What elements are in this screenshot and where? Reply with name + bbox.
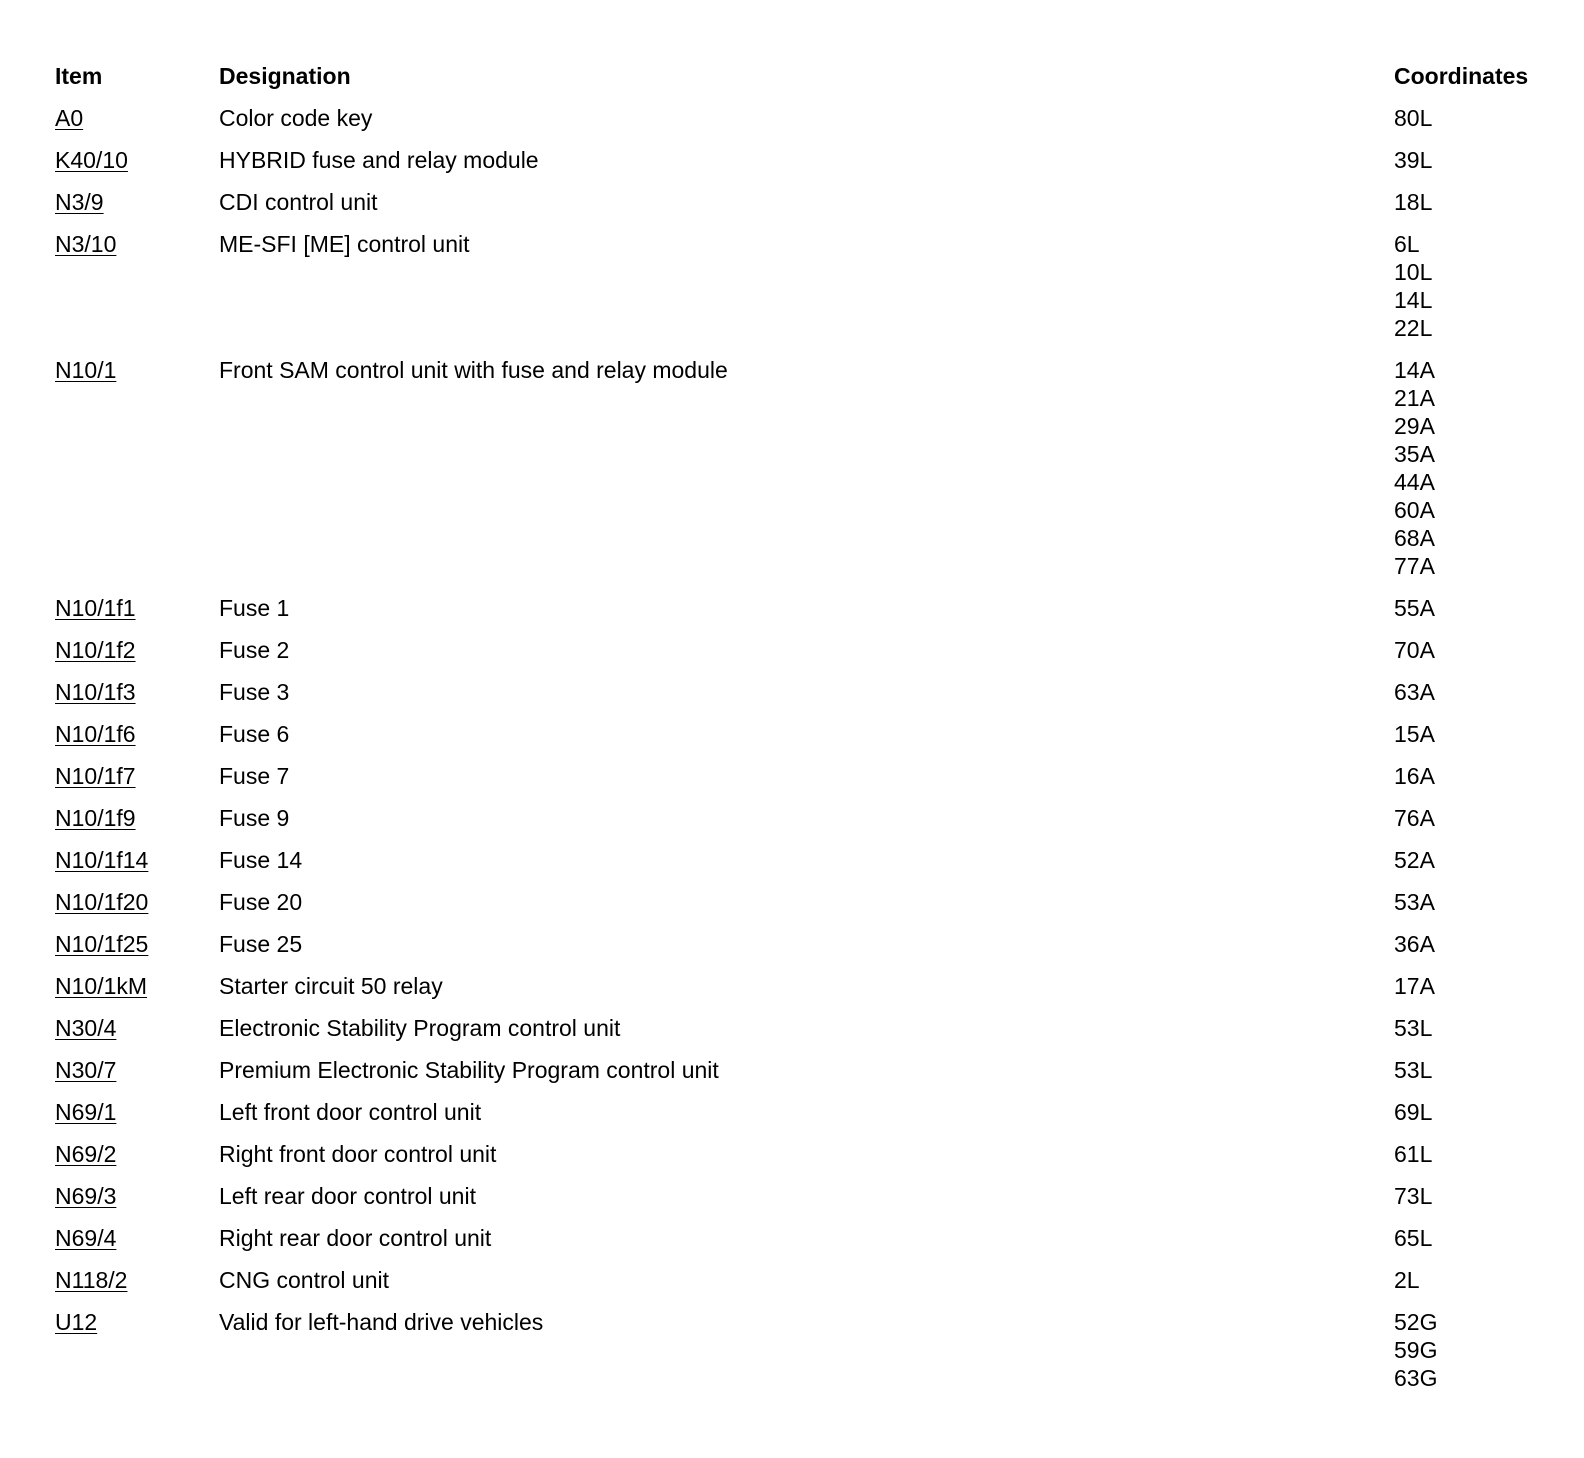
coordinates-cell: [1394, 846, 1555, 874]
coordinate-value: 36A: [1394, 931, 1435, 957]
coordinates-cell: [1394, 888, 1555, 916]
item-cell: [55, 636, 219, 664]
coordinate-value: 14L: [1394, 287, 1433, 313]
coordinate-value: 18L: [1394, 189, 1433, 215]
coordinate-value: 10L: [1394, 259, 1433, 285]
table-body: [55, 104, 1555, 1392]
table-row: [55, 146, 1555, 174]
table-row: [55, 804, 1555, 832]
item-cell: [55, 972, 219, 1000]
table-row: [55, 230, 1555, 342]
designation-cell: Left front door control unit: [219, 1099, 482, 1125]
item-link[interactable]: A0: [55, 105, 84, 131]
item-link[interactable]: N30/7: [55, 1057, 117, 1083]
coordinates-cell: [1394, 1140, 1555, 1168]
coordinate-value: 63A: [1394, 679, 1435, 705]
coordinates-cell: [1394, 720, 1555, 748]
item-cell: [55, 594, 219, 622]
table-row: [55, 1266, 1555, 1294]
item-link[interactable]: N3/10: [55, 231, 117, 257]
item-cell: [55, 356, 219, 384]
table-row: [55, 972, 1555, 1000]
coordinates-cell: [1394, 356, 1555, 580]
item-link[interactable]: N10/1f6: [55, 721, 136, 747]
coordinate-value: 69L: [1394, 1099, 1433, 1125]
component-legend-table: [55, 62, 1555, 1406]
item-cell: [55, 104, 219, 132]
designation-cell: Premium Electronic Stability Program control unit: [219, 1057, 719, 1083]
item-link[interactable]: K40/10: [55, 147, 128, 173]
item-cell: [55, 1308, 219, 1336]
coordinate-value: 22L: [1394, 315, 1433, 341]
coordinates-cell: [1394, 930, 1555, 958]
coordinate-value: 70A: [1394, 637, 1435, 663]
designation-cell: Electronic Stability Program control unit: [219, 1015, 621, 1041]
table-row: [55, 720, 1555, 748]
designation-cell: CDI control unit: [219, 189, 378, 215]
coordinate-value: 63G: [1394, 1365, 1438, 1391]
item-link[interactable]: N10/1f14: [55, 847, 149, 873]
coordinates-cell: [1394, 1056, 1555, 1084]
table-row: [55, 356, 1555, 580]
coordinate-value: 29A: [1394, 413, 1435, 439]
item-link[interactable]: N69/2: [55, 1141, 117, 1167]
table-row: [55, 678, 1555, 706]
coordinate-value: 52A: [1394, 847, 1435, 873]
coordinate-value: 16A: [1394, 763, 1435, 789]
item-link[interactable]: N10/1: [55, 357, 117, 383]
item-cell: [55, 1224, 219, 1252]
item-cell: [55, 1056, 219, 1084]
coordinates-cell: [1394, 104, 1555, 132]
item-link[interactable]: N10/1kM: [55, 973, 148, 999]
coordinate-value: 77A: [1394, 553, 1435, 579]
coordinates-cell: [1394, 762, 1555, 790]
coordinate-value: 65L: [1394, 1225, 1433, 1251]
designation-cell: Right rear door control unit: [219, 1225, 492, 1251]
item-link[interactable]: N69/3: [55, 1183, 117, 1209]
coordinate-value: 15A: [1394, 721, 1435, 747]
designation-cell: Fuse 25: [219, 931, 303, 957]
item-link[interactable]: N118/2: [55, 1267, 128, 1293]
table-row: [55, 762, 1555, 790]
coordinate-value: 17A: [1394, 973, 1435, 999]
designation-cell: Fuse 14: [219, 847, 303, 873]
table-row: [55, 1140, 1555, 1168]
item-link[interactable]: N69/1: [55, 1099, 117, 1125]
item-cell: [55, 1014, 219, 1042]
coordinates-cell: [1394, 1098, 1555, 1126]
item-cell: [55, 804, 219, 832]
table-row: [55, 1098, 1555, 1126]
item-cell: [55, 888, 219, 916]
designation-cell: Fuse 20: [219, 889, 303, 915]
coordinate-value: 68A: [1394, 525, 1435, 551]
coordinate-value: 39L: [1394, 147, 1433, 173]
table-row: [55, 594, 1555, 622]
designation-cell: Left rear door control unit: [219, 1183, 476, 1209]
coordinate-value: 14A: [1394, 357, 1435, 383]
coordinate-value: 73L: [1394, 1183, 1433, 1209]
coordinates-cell: [1394, 636, 1555, 664]
coordinates-cell: [1394, 594, 1555, 622]
table-row: [55, 1056, 1555, 1084]
table-header: [55, 62, 1555, 90]
item-cell: [55, 678, 219, 706]
coordinate-value: 60A: [1394, 497, 1435, 523]
item-link[interactable]: N10/1f1: [55, 595, 136, 621]
designation-cell: HYBRID fuse and relay module: [219, 147, 539, 173]
designation-cell: Fuse 2: [219, 637, 290, 663]
designation-cell: Color code key: [219, 105, 373, 131]
header-designation: Designation: [219, 63, 351, 89]
designation-cell: Valid for left-hand drive vehicles: [219, 1309, 544, 1335]
table-row: [55, 1182, 1555, 1210]
table-row: [55, 930, 1555, 958]
coordinates-cell: [1394, 1224, 1555, 1252]
designation-cell: Fuse 6: [219, 721, 290, 747]
designation-cell: Right front door control unit: [219, 1141, 497, 1167]
item-link[interactable]: U12: [55, 1309, 98, 1335]
coordinate-value: 55A: [1394, 595, 1435, 621]
table-row: [55, 1224, 1555, 1252]
table-row: [55, 846, 1555, 874]
item-cell: [55, 720, 219, 748]
item-cell: [55, 1098, 219, 1126]
coordinate-value: 61L: [1394, 1141, 1433, 1167]
item-cell: [55, 1140, 219, 1168]
coordinates-cell: [1394, 1014, 1555, 1042]
coordinate-value: 53L: [1394, 1015, 1433, 1041]
designation-cell: ME-SFI [ME] control unit: [219, 231, 470, 257]
coordinate-value: 6L: [1394, 231, 1420, 257]
item-link[interactable]: N3/9: [55, 189, 104, 215]
item-link[interactable]: N30/4: [55, 1015, 117, 1041]
table-row: [55, 188, 1555, 216]
item-cell: [55, 146, 219, 174]
coordinates-cell: [1394, 678, 1555, 706]
item-cell: [55, 846, 219, 874]
coordinate-value: 53L: [1394, 1057, 1433, 1083]
coordinates-cell: [1394, 1266, 1555, 1294]
item-cell: [55, 1182, 219, 1210]
coordinate-value: 2L: [1394, 1267, 1420, 1293]
coordinates-cell: [1394, 1308, 1555, 1392]
designation-cell: Fuse 9: [219, 805, 290, 831]
item-link[interactable]: N10/1f9: [55, 805, 136, 831]
coordinate-value: 35A: [1394, 441, 1435, 467]
item-link[interactable]: N10/1f2: [55, 637, 136, 663]
designation-cell: Starter circuit 50 relay: [219, 973, 443, 999]
coordinates-cell: [1394, 188, 1555, 216]
item-cell: [55, 762, 219, 790]
designation-cell: CNG control unit: [219, 1267, 390, 1293]
item-cell: [55, 930, 219, 958]
coordinate-value: 53A: [1394, 889, 1435, 915]
item-cell: [55, 230, 219, 258]
designation-cell: Fuse 7: [219, 763, 290, 789]
item-link[interactable]: N10/1f7: [55, 763, 136, 789]
coordinates-cell: [1394, 804, 1555, 832]
item-link[interactable]: N10/1f20: [55, 889, 149, 915]
coordinate-value: 44A: [1394, 469, 1435, 495]
coordinates-cell: [1394, 1182, 1555, 1210]
designation-cell: Fuse 1: [219, 595, 290, 621]
table-row: [55, 888, 1555, 916]
coordinate-value: 80L: [1394, 105, 1433, 131]
table-row: [55, 104, 1555, 132]
item-link[interactable]: N10/1f25: [55, 931, 149, 957]
coordinate-value: 59G: [1394, 1337, 1438, 1363]
coordinate-value: 52G: [1394, 1309, 1438, 1335]
table-row: [55, 1014, 1555, 1042]
item-cell: [55, 188, 219, 216]
header-coordinates: Coordinates: [1394, 63, 1529, 89]
coordinate-value: 21A: [1394, 385, 1435, 411]
coordinate-value: 76A: [1394, 805, 1435, 831]
designation-cell: Front SAM control unit with fuse and relay module: [219, 357, 728, 383]
coordinates-cell: [1394, 972, 1555, 1000]
coordinates-cell: [1394, 146, 1555, 174]
item-link[interactable]: N69/4: [55, 1225, 117, 1251]
coordinates-cell: [1394, 230, 1555, 342]
table-row: [55, 1308, 1555, 1392]
header-item: Item: [55, 63, 103, 89]
item-link[interactable]: N10/1f3: [55, 679, 136, 705]
designation-cell: Fuse 3: [219, 679, 290, 705]
table-row: [55, 636, 1555, 664]
item-cell: [55, 1266, 219, 1294]
